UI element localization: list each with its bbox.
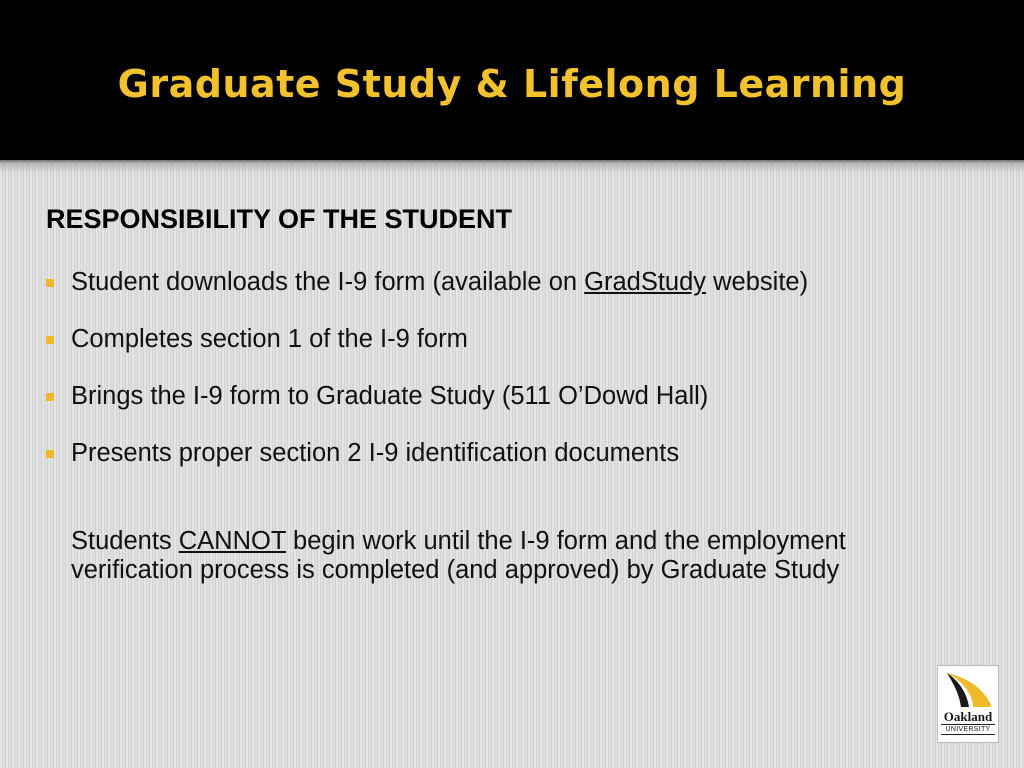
bullet-square-icon <box>46 450 54 458</box>
logo-name: Oakland <box>943 709 993 724</box>
sail-emblem-icon <box>943 671 993 709</box>
bullet-text: Completes section 1 of the I-9 form <box>71 325 468 353</box>
bullet-square-icon <box>46 279 54 287</box>
bullet-present-documents <box>46 439 906 468</box>
bullet-square-icon <box>46 393 54 401</box>
note-emphasis: CANNOT <box>178 527 286 555</box>
section-heading: RESPONSIBILITY OF THE STUDENT <box>46 204 513 234</box>
note-text: begin work until the I-9 form and the employment verification process is completed (and approved) by Graduate Study <box>71 527 846 584</box>
bullet-text: website) <box>706 268 809 296</box>
logo-subtitle: UNIVERSITY <box>941 724 995 735</box>
bullet-complete-section <box>46 325 906 354</box>
warning-note <box>71 527 911 585</box>
bullet-text: Brings the I-9 form to Graduate Study (511 O’Dowd Hall) <box>71 382 709 410</box>
bullet-text: Student downloads the I-9 form (available on <box>71 268 585 296</box>
oakland-university-logo <box>937 665 999 743</box>
slide-title: Graduate Study & Lifelong Learning <box>117 62 907 106</box>
bullet-text: Presents proper section 2 I-9 identification documents <box>71 439 680 467</box>
bullet-list <box>46 268 906 496</box>
bullet-download-form <box>46 268 906 297</box>
bullet-square-icon <box>46 336 54 344</box>
bullet-bring-form <box>46 382 906 411</box>
header-shadow <box>0 163 1024 173</box>
gradstudy-link[interactable]: GradStudy <box>584 268 707 296</box>
note-text: Students <box>71 527 179 555</box>
